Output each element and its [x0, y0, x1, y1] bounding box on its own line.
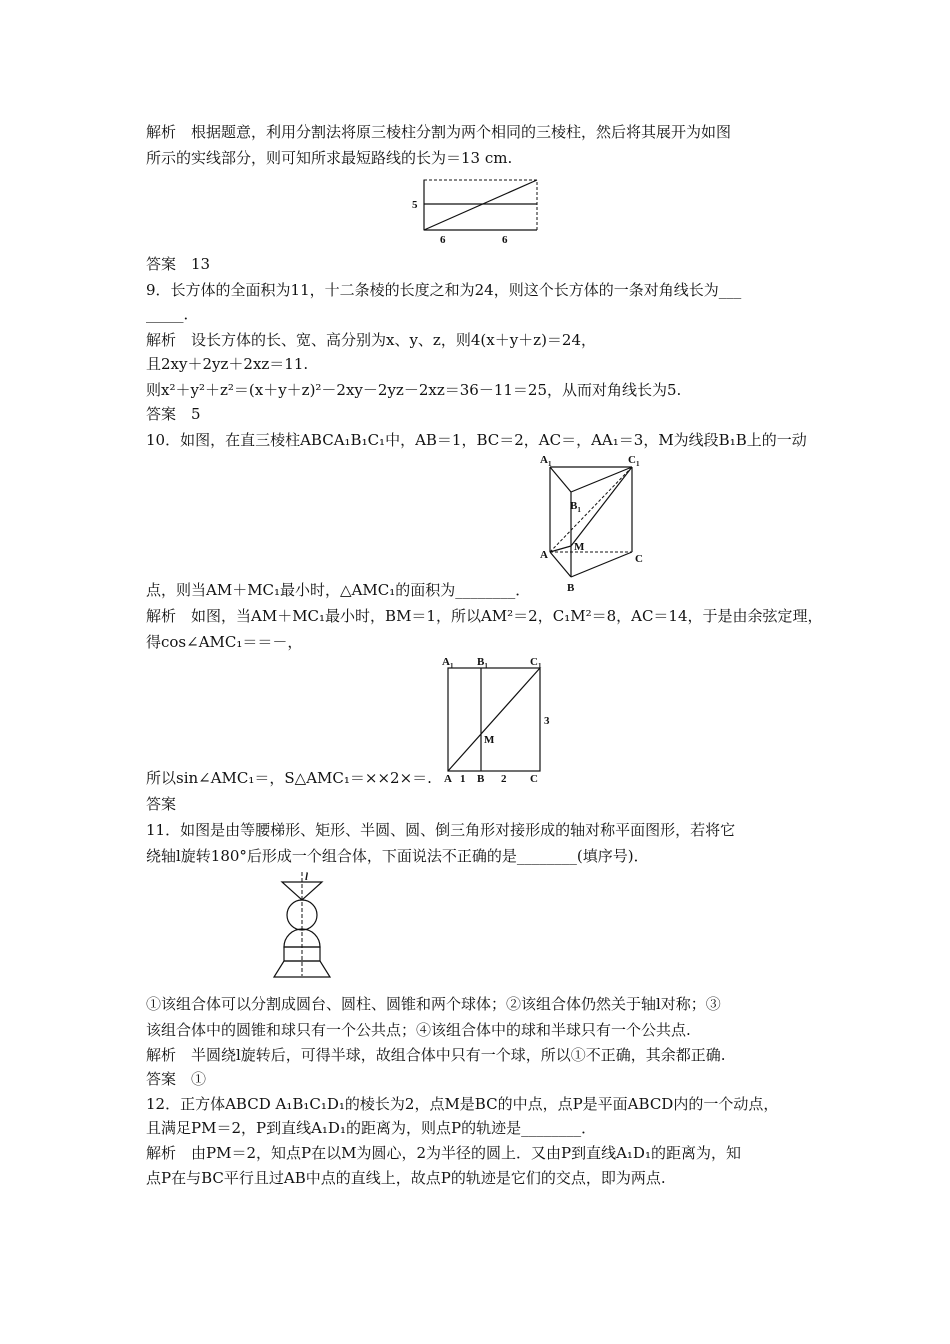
text-line-1: 解析 根据题意，利用分割法将原三棱柱分割为两个相同的三棱柱，然后将其展开为如图 — [146, 123, 732, 141]
text-line-10b: 点，则当AM＋MC₁最小时，△AMC₁的面积为________． — [146, 581, 531, 599]
text-line-11a: 11．如图是由等腰梯形、矩形、半圆、圆、倒三角形对接形成的轴对称平面图形，若将它 — [146, 821, 736, 839]
label-1: 1 — [460, 773, 466, 784]
label-A1: $A_1$ — [442, 656, 454, 670]
text-line-9d: 且2xy＋2yz＋2xz＝11. — [146, 355, 309, 373]
label-A: A — [540, 549, 548, 561]
label-C: C — [530, 773, 538, 784]
label-C1: $C_1$ — [530, 656, 542, 670]
label-2: 2 — [501, 773, 507, 784]
text-line-12a: 12．正方体ABCD A₁B₁C₁D₁的棱长为2，点M是BC的中点，点P是平面ABCD内的一个动点， — [146, 1095, 779, 1113]
label-C: C — [635, 553, 643, 565]
label-B1: $B_1$ — [477, 656, 488, 670]
label-M: M — [574, 541, 585, 553]
answer-9: 答案 5 — [146, 405, 201, 423]
label-B: B — [567, 582, 575, 594]
text-line-9c: 解析 设长方体的长、宽、高分别为x、y、z，则4(x＋y＋z)＝24， — [146, 331, 597, 349]
axis-label: l — [305, 871, 309, 883]
text-line-10d: 得cos∠AMC₁＝＝－， — [146, 633, 303, 651]
axisymmetric-figure — [262, 870, 342, 980]
text-line-9a: 9．长方体的全面积为11，十二条棱的长度之和为24，则这个长方体的一条对角线长为___ — [146, 281, 742, 299]
answer-10: 答案 — [146, 795, 177, 813]
prism-figure — [536, 452, 656, 597]
side-label: 5 — [412, 199, 418, 211]
text-line-12c: 解析 由PM＝2，知点P在以M为圆心，2为半径的圆上．又由P到直线A₁D₁的距离为，知 — [146, 1144, 741, 1162]
text-line-10a: 10．如图，在直三棱柱ABCA₁B₁C₁中，AB＝1，BC＝2，AC＝，AA₁＝3，M为线段B₁B上的一动 — [146, 431, 807, 449]
text-line-2: 所示的实线部分，则可知所求最短路线的长为＝13 cm. — [146, 149, 513, 167]
answer-11: 答案 ① — [146, 1070, 207, 1088]
text-line-11c: ①该组合体可以分割成圆台、圆柱、圆锥和两个球体；②该组合体仍然关于轴l对称；③ — [146, 995, 721, 1013]
shortest-path — [424, 180, 537, 230]
text-line-11d: 该组合体中的圆锥和球只有一个公共点；④该组合体中的球和半球只有一个公共点. — [146, 1021, 691, 1039]
side-label-3: 3 — [544, 715, 550, 727]
text-line-10c: 解析 如图，当AM＋MC₁最小时，BM＝1，所以AM²＝2，C₁M²＝8，AC＝14，于是由余弦定理， — [146, 607, 823, 625]
label-B1: $B_1$ — [570, 500, 581, 514]
text-line-9e: 则x²＋y²＋z²＝(x＋y＋z)²－2xy－2yz－2xz＝36－11＝25，从而对角线长为5. — [146, 381, 682, 399]
bottom-left-label: 6 — [440, 234, 446, 246]
text-line-12d: 点P在与BC平行且过AB中点的直线上，故点P的轨迹是它们的交点，即为两点. — [146, 1169, 666, 1187]
text-line-11e: 解析 半圆绕l旋转后，可得半球，故组合体中只有一个球，所以①不正确，其余都正确. — [146, 1046, 726, 1064]
text-line-10e: 所以sin∠AMC₁＝，S△AMC₁＝××2×＝. — [146, 769, 432, 787]
unfolded-rectangle-figure — [440, 654, 560, 784]
label-A1: $A_1$ — [540, 454, 552, 468]
bottom-right-label: 6 — [502, 234, 508, 246]
unfolded-prism-figure — [410, 175, 550, 250]
text-line-11b: 绕轴l旋转180°后形成一个组合体，下面说法不正确的是________(填序号)． — [146, 847, 649, 865]
text-line-12b: 且满足PM＝2，P到直线A₁D₁的距离为，则点P的轨迹是________． — [146, 1119, 597, 1137]
answer-8: 答案 13 — [146, 255, 211, 273]
label-A: A — [444, 773, 452, 784]
label-C1: $C_1$ — [628, 454, 640, 468]
text-line-9b: _____． — [146, 305, 199, 323]
label-B: B — [477, 773, 485, 784]
label-M: M — [484, 734, 495, 746]
